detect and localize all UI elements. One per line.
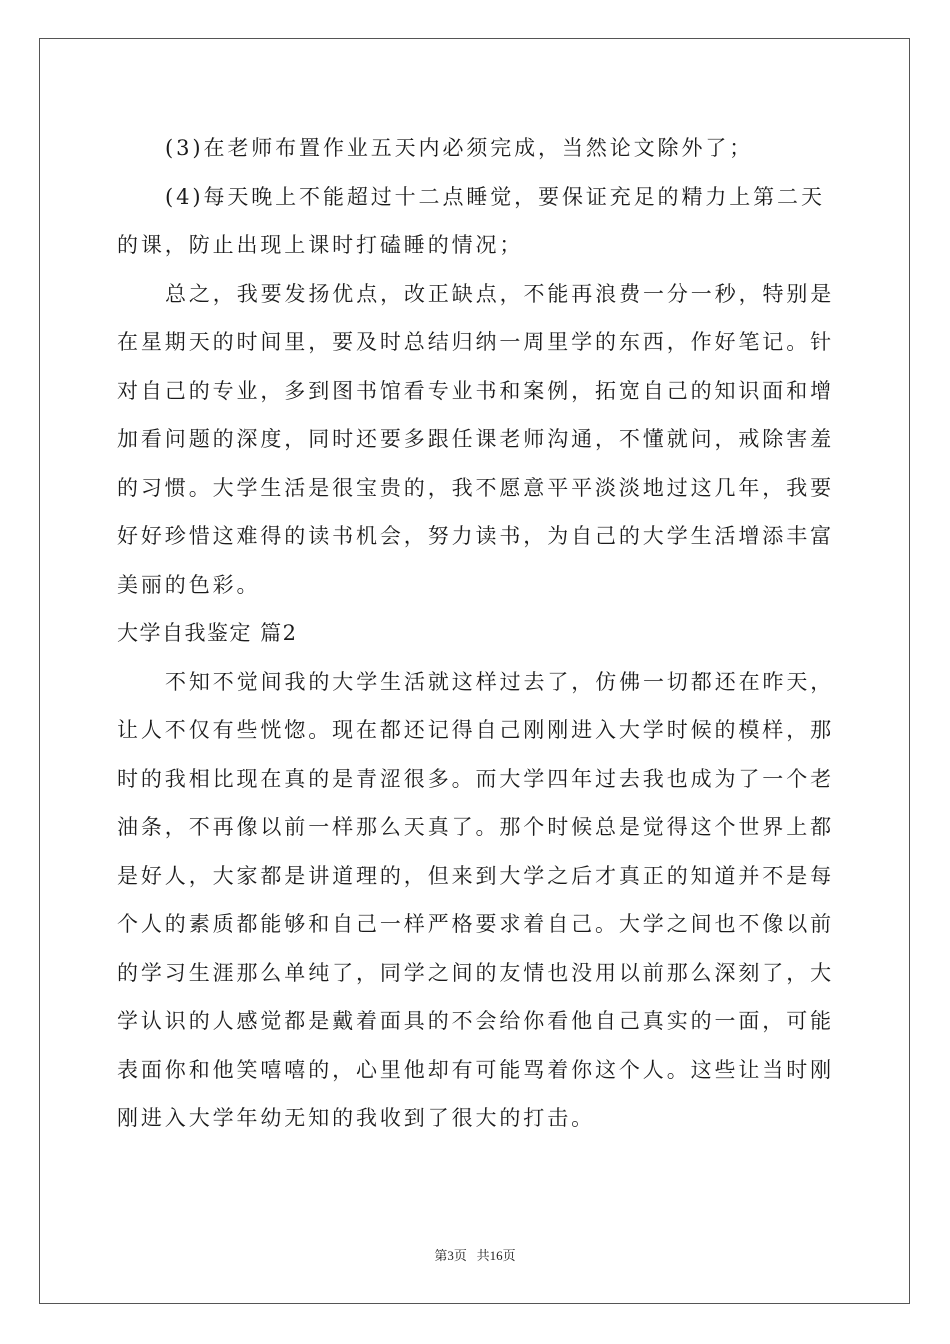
paragraph-line: 时的我相比现在真的是青涩很多。而大学四年过去我也成为了一个老 xyxy=(117,766,834,791)
paragraph-line: 个人的素质都能够和自己一样严格要求着自己。大学之间也不像以前 xyxy=(117,912,834,936)
paragraph-line: 的学习生涯那么单纯了，同学之间的友情也没用以前那么深刻了，大 xyxy=(117,960,834,985)
paragraph-line: 刚进入大学年幼无知的我收到了很大的打击。 xyxy=(117,1106,595,1130)
paragraph-line: 的习惯。大学生活是很宝贵的，我不愿意平平淡淡地过这几年，我要 xyxy=(117,475,834,500)
paragraph-line: 是好人，大家都是讲道理的，但来到大学之后才真正的知道并不是每 xyxy=(117,863,834,888)
paragraph-line: 让人不仅有些恍惚。现在都还记得自己刚刚进入大学时候的模样，那 xyxy=(117,718,834,742)
paragraph-line: 表面你和他笑嘻嘻的，心里他却有可能骂着你这个人。这些让当时刚 xyxy=(117,1057,834,1082)
paragraph-line: 美丽的色彩。 xyxy=(117,572,261,597)
paragraph-line: 不知不觉间我的大学生活就这样过去了，仿佛一切都还在昨天， xyxy=(165,669,835,694)
paragraph-line: (3)在老师布置作业五天内必须完成，当然论文除外了； xyxy=(165,136,754,160)
page-number: 第3页 共16页 xyxy=(434,1248,516,1263)
section-heading: 大学自我鉴定 篇2 xyxy=(117,621,298,645)
paragraph-line: 加看问题的深度，同时还要多跟任课老师沟通，不懂就问，戒除害羞 xyxy=(117,427,834,451)
paragraph-line: 的课，防止出现上课时打磕睡的情况； xyxy=(117,233,524,257)
paragraph-line: 对自己的专业，多到图书馆看专业书和案例，拓宽自己的知识面和增 xyxy=(117,378,834,403)
paragraph-line: (4)每天晚上不能超过十二点睡觉，要保证充足的精力上第二天 xyxy=(165,184,825,209)
paragraph-line: 总之，我要发扬优点，改正缺点，不能再浪费一分一秒，特别是 xyxy=(165,281,835,306)
paragraph-line: 油条，不再像以前一样那么天真了。那个时候总是觉得这个世界上都 xyxy=(117,815,834,839)
paragraph-line: 好好珍惜这难得的读书机会，努力读书，为自己的大学生活增添丰富 xyxy=(117,524,834,548)
document-body xyxy=(117,124,833,1143)
paragraph-line: 学认识的人感觉都是戴着面具的不会给你看他自己真实的一面，可能 xyxy=(117,1009,834,1033)
paragraph-line: 在星期天的时间里，要及时总结归纳一周里学的东西，作好笔记。针 xyxy=(117,330,834,354)
